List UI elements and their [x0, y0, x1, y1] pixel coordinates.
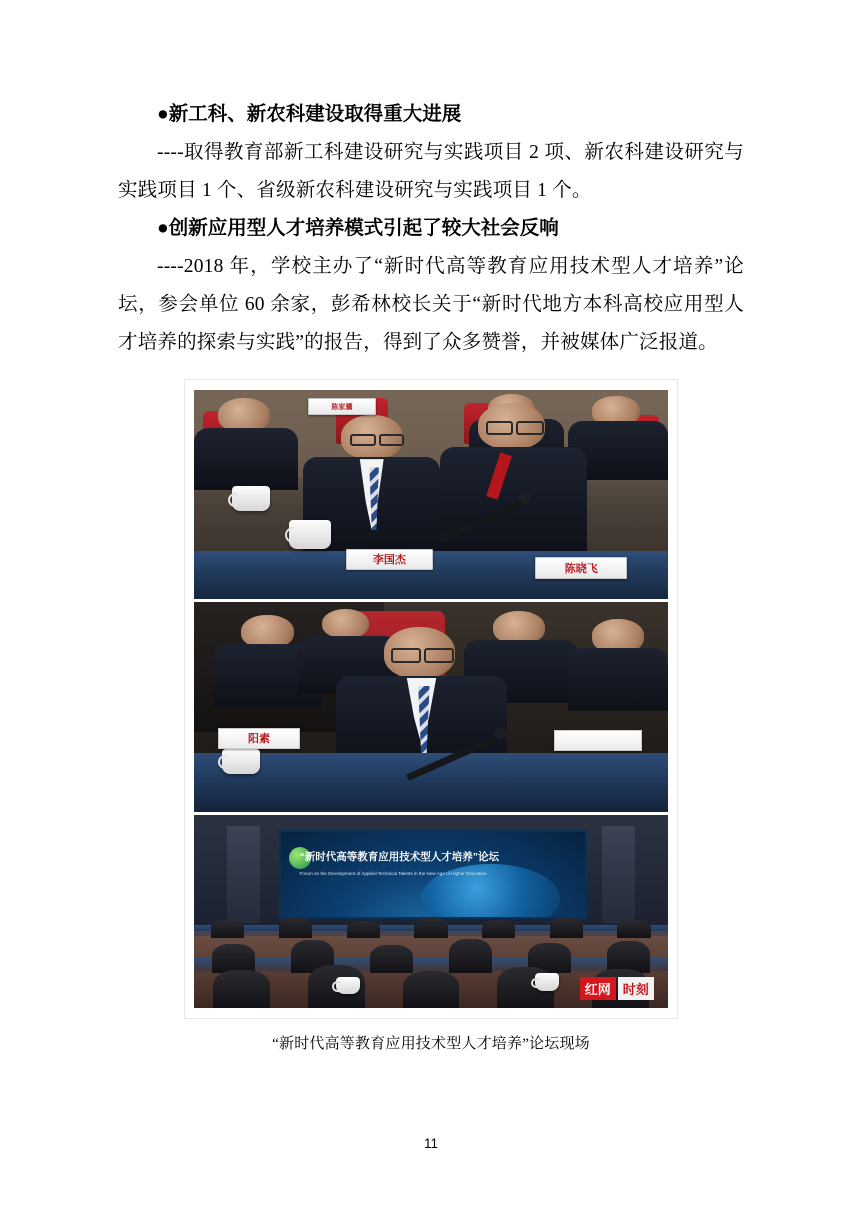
person-body: [194, 428, 298, 491]
nameplate-background: 陈家骥: [308, 398, 376, 415]
audience-person: [211, 920, 244, 939]
audience-person: [414, 918, 447, 938]
page-content: [118, 96, 744, 1053]
nameplate-blank: [554, 730, 641, 751]
audience-person: [213, 970, 270, 1008]
page-number: 11: [423, 1136, 438, 1151]
screen-title: “新时代高等教育应用技术型人才培养”论坛: [299, 851, 499, 864]
watermark: [580, 977, 654, 1000]
conference-table: [194, 753, 668, 812]
nameplate-chen-xiaofei: 陈晓飞: [535, 557, 627, 579]
photo-panel-top: [194, 390, 668, 599]
figure-block: [118, 380, 744, 1053]
audience-person: [347, 921, 380, 938]
nameplate-yang-su: 阳素: [218, 728, 301, 749]
teacup: [289, 520, 332, 549]
watermark-white-text: 时刻: [618, 977, 654, 1000]
nameplate-li-guojie: 李国杰: [346, 549, 433, 570]
watermark-red-text: 红网: [580, 977, 616, 1000]
teacup: [232, 486, 270, 511]
audience-person: [482, 920, 515, 938]
glasses-icon: [424, 648, 454, 662]
photo-stack: [194, 390, 668, 1008]
teacup: [222, 749, 260, 774]
glasses-icon: [379, 434, 404, 446]
stage-column-right: [602, 826, 635, 923]
section-heading-1: ●新工科、新农科建设取得重大进展: [157, 104, 462, 125]
person-head: [218, 398, 270, 431]
stage-column-left: [227, 826, 260, 923]
figure-caption: “新时代高等教育应用技术型人才培养”论坛现场: [272, 1036, 590, 1052]
audience-person: [403, 971, 460, 1008]
glasses-icon: [486, 421, 514, 434]
person-body: [568, 648, 668, 711]
screen-subtitle: Forum on the Development of Applied Technical Talents in the New Age of Higher Education: [299, 871, 487, 877]
audience-person: [617, 920, 650, 939]
audience-person: [550, 917, 583, 938]
led-screen: [279, 830, 586, 919]
glasses-icon: [516, 421, 544, 434]
glasses-icon: [350, 434, 375, 446]
section-heading-2: ●创新应用型人才培养模式引起了较大社会反响: [157, 218, 559, 239]
section-paragraph-1: ----取得教育部新工科建设研究与实践项目 2 项、新农科建设研究与实践项目 1 个、省级新农科建设研究与实践项目 1 个。: [118, 142, 744, 201]
teacup: [336, 977, 360, 994]
person-head: [322, 609, 369, 638]
teacup: [535, 973, 559, 990]
section-paragraph-2: ----2018 年，学校主办了“新时代高等教育应用技术型人才培养”论坛，参会单位 60 余家，彭希林校长关于“新时代地方本科高校应用型人才培养的探索与实践”的报告，得到了众多赞誉，并被媒体广泛报道。: [118, 256, 744, 353]
audience-person: [279, 917, 312, 938]
photo-frame: [185, 380, 677, 1018]
photo-panel-middle: [194, 602, 668, 811]
photo-panel-bottom: [194, 815, 668, 1008]
audience-row-back: [194, 915, 668, 938]
glasses-icon: [391, 648, 421, 662]
